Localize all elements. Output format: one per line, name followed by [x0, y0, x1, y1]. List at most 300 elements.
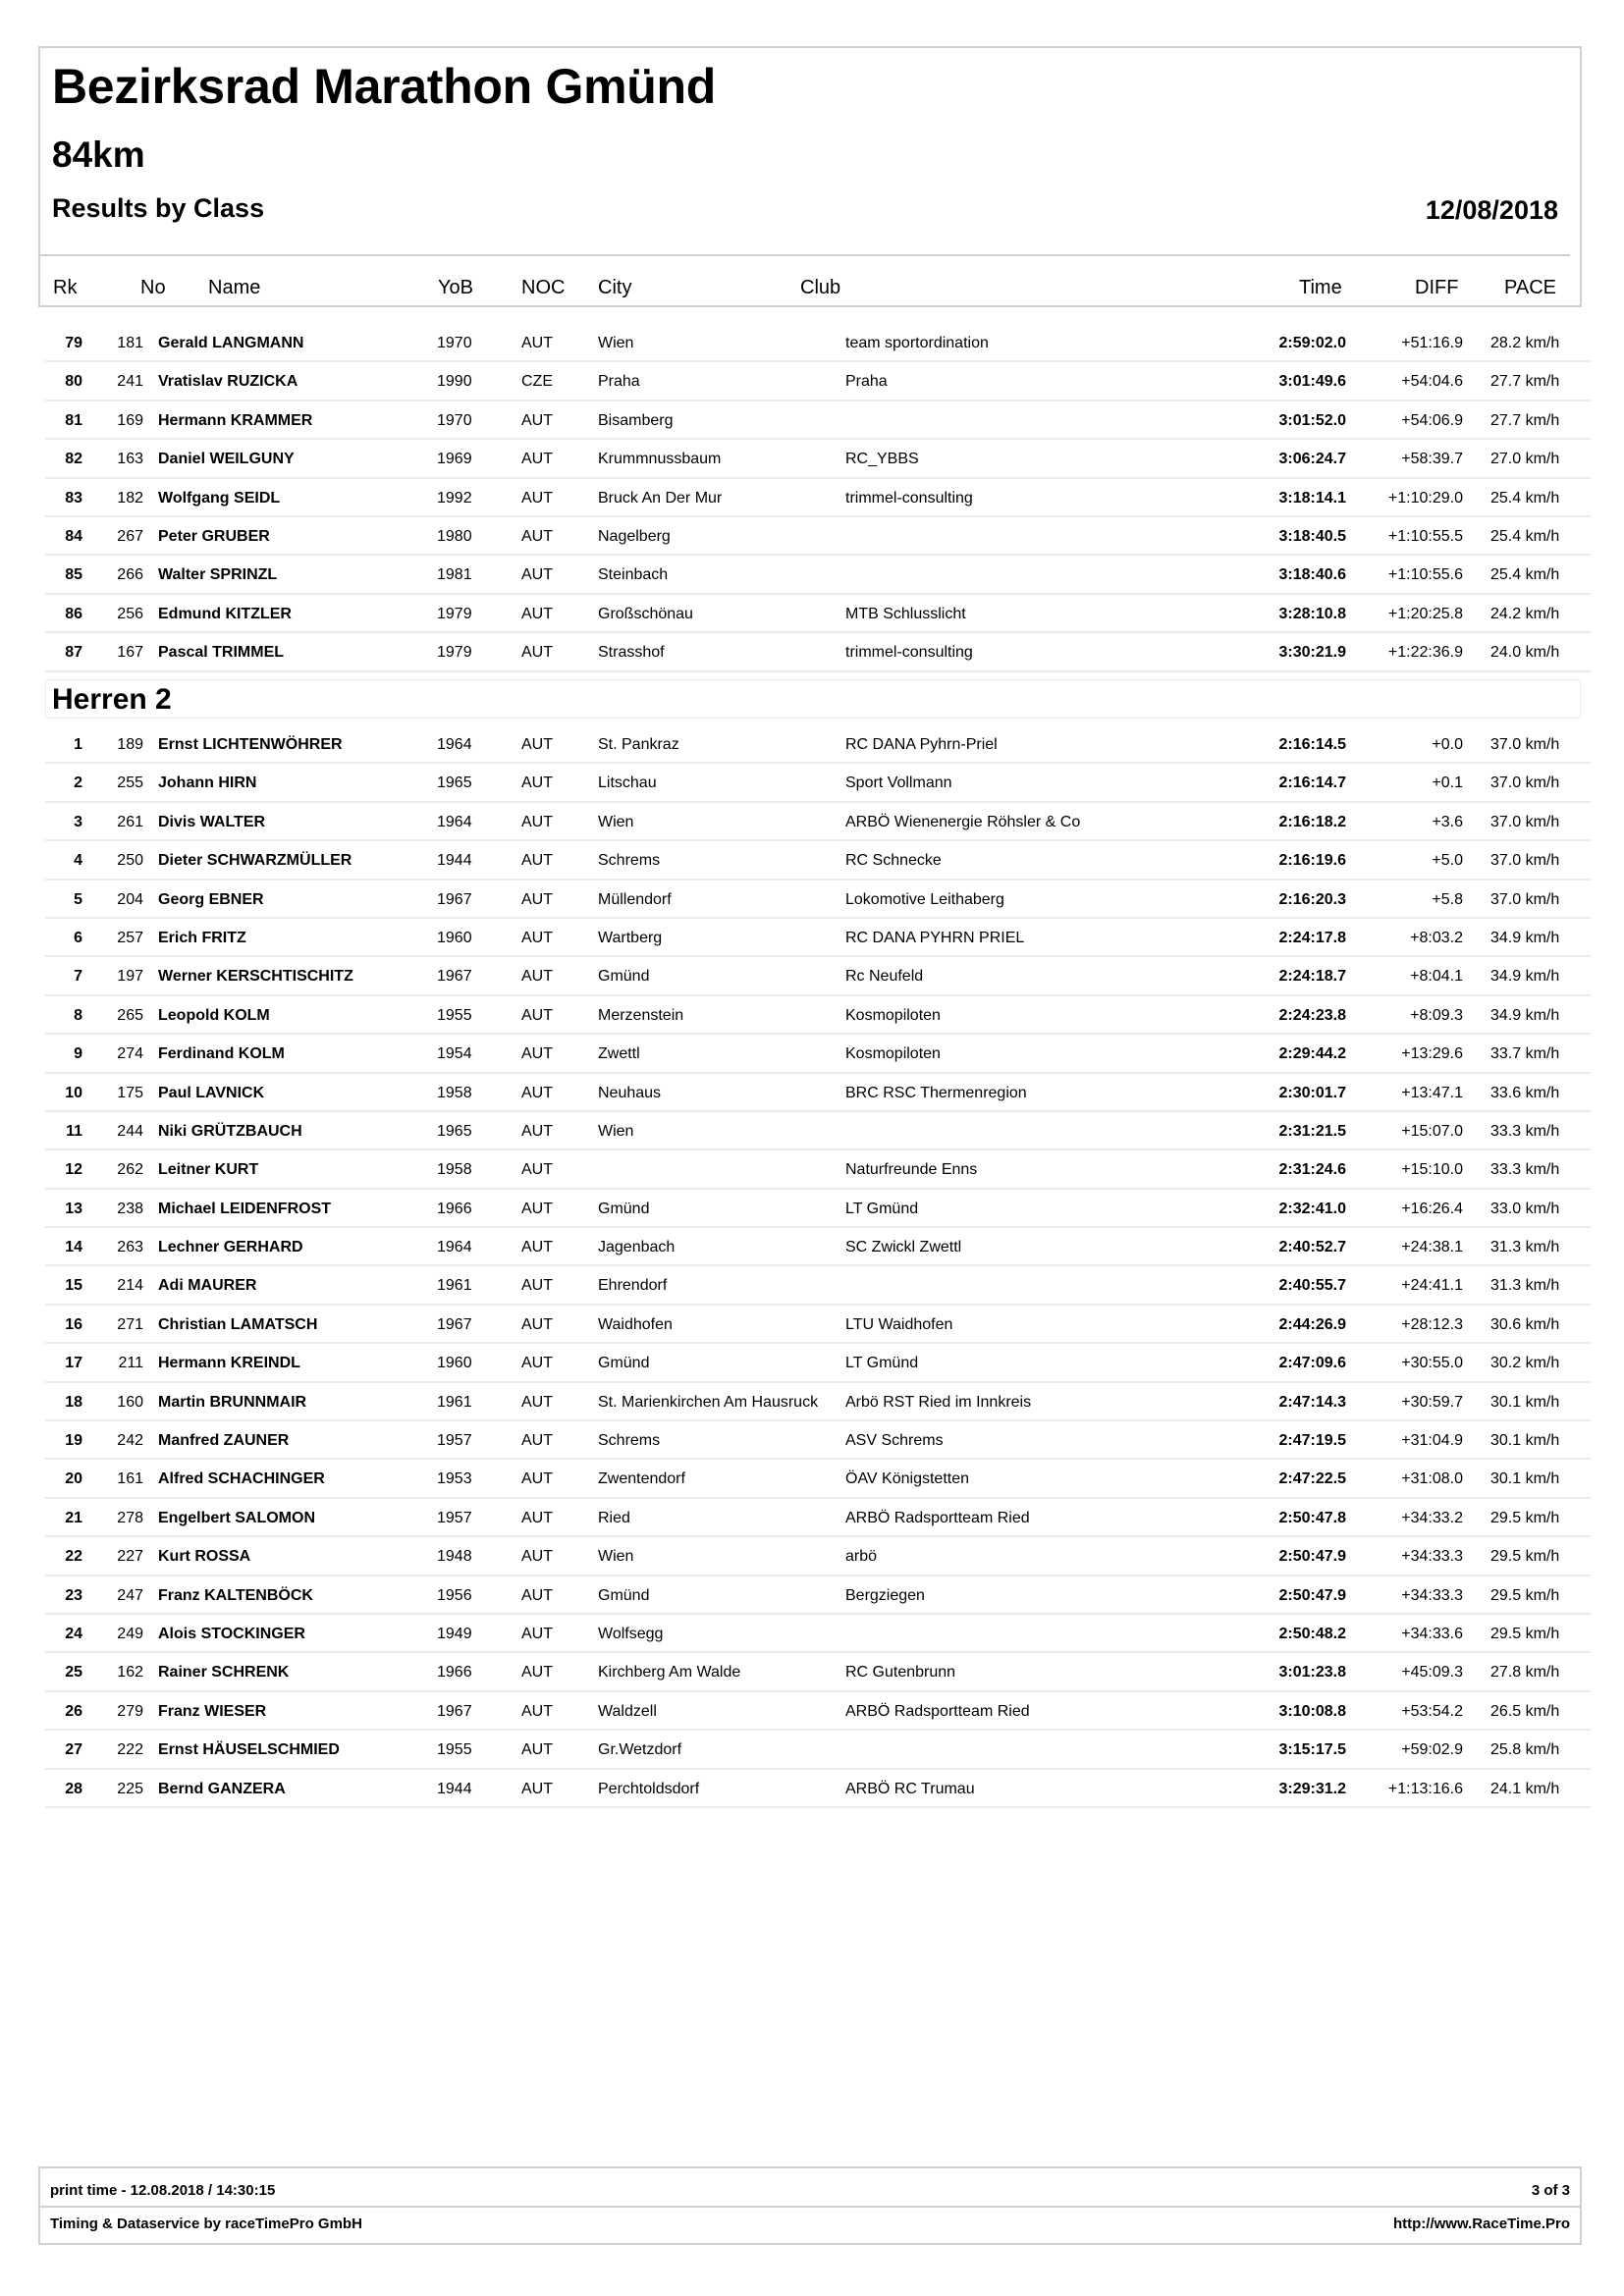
- print-time: print time - 12.08.2018 / 14:30:15: [50, 2182, 276, 2199]
- noc-cell: AUT: [521, 1664, 553, 1682]
- time-cell: 2:59:02.0: [1278, 335, 1346, 351]
- yob-cell: 1958: [437, 1161, 472, 1179]
- city-cell: Praha: [598, 373, 640, 391]
- diff-cell: +15:07.0: [1401, 1122, 1463, 1140]
- time-cell: 2:50:47.9: [1278, 1548, 1346, 1566]
- result-row: [45, 1615, 1591, 1653]
- yob-cell: 1958: [437, 1084, 472, 1101]
- bib-cell: 182: [117, 489, 143, 507]
- city-cell: Wien: [598, 813, 634, 830]
- diff-cell: +1:20:25.8: [1387, 605, 1463, 622]
- pace-cell: 30.1 km/h: [1490, 1432, 1560, 1450]
- col-header-diff: DIFF: [1415, 277, 1459, 298]
- diff-cell: +54:04.6: [1401, 373, 1463, 391]
- result-row: [45, 1074, 1591, 1112]
- club-cell: Lokomotive Leithaberg: [845, 890, 1004, 908]
- time-cell: 2:40:52.7: [1278, 1239, 1346, 1256]
- bib-cell: 181: [117, 335, 143, 351]
- timing-credit: Timing & Dataservice by raceTimePro GmbH: [50, 2216, 362, 2232]
- bib-cell: 214: [117, 1277, 143, 1295]
- result-row: [45, 803, 1591, 841]
- club-cell: Kosmopiloten: [845, 1006, 941, 1024]
- time-cell: 2:44:26.9: [1278, 1315, 1346, 1333]
- pace-cell: 37.0 km/h: [1490, 774, 1560, 792]
- city-cell: Wien: [598, 1548, 634, 1566]
- time-cell: 2:29:44.2: [1278, 1045, 1346, 1063]
- city-cell: Großschönau: [598, 605, 693, 622]
- bib-cell: 262: [117, 1161, 143, 1179]
- noc-cell: AUT: [521, 1509, 553, 1526]
- bib-cell: 257: [117, 929, 143, 946]
- noc-cell: AUT: [521, 644, 553, 662]
- city-cell: Bruck An Der Mur: [598, 489, 723, 507]
- city-cell: Jagenbach: [598, 1239, 676, 1256]
- club-cell: ARBÖ Radsportteam Ried: [845, 1702, 1030, 1720]
- diff-cell: +54:06.9: [1401, 411, 1463, 429]
- result-row: [45, 1421, 1591, 1460]
- name-cell: Franz KALTENBÖCK: [158, 1586, 313, 1604]
- website-link[interactable]: http://www.RaceTime.Pro: [1392, 2216, 1570, 2232]
- diff-cell: +31:04.9: [1401, 1432, 1463, 1450]
- bib-cell: 242: [117, 1432, 143, 1450]
- rank-cell: 3: [74, 813, 82, 830]
- name-cell: Engelbert SALOMON: [158, 1509, 316, 1526]
- noc-cell: AUT: [521, 451, 553, 468]
- noc-cell: AUT: [521, 1355, 553, 1372]
- pace-cell: 34.9 km/h: [1490, 968, 1560, 986]
- rank-cell: 9: [74, 1045, 82, 1063]
- yob-cell: 1944: [437, 852, 472, 870]
- city-cell: Gr.Wetzdorf: [598, 1741, 682, 1759]
- time-cell: 2:50:47.8: [1278, 1509, 1346, 1526]
- yob-cell: 1966: [437, 1200, 472, 1217]
- time-cell: 3:06:24.7: [1278, 451, 1346, 468]
- name-cell: Adi MAURER: [158, 1277, 257, 1295]
- bib-cell: 211: [118, 1355, 143, 1372]
- club-cell: MTB Schlusslicht: [845, 605, 966, 622]
- event-date: 12/08/2018: [1425, 195, 1558, 225]
- club-cell: RC_YBBS: [845, 451, 919, 468]
- rank-cell: 87: [65, 644, 82, 662]
- rank-cell: 85: [65, 566, 82, 584]
- col-header-name: Name: [208, 277, 261, 298]
- bib-cell: 266: [117, 566, 143, 584]
- city-cell: Gmünd: [598, 1355, 650, 1372]
- city-cell: Krummnussbaum: [598, 451, 722, 468]
- club-cell: LT Gmünd: [845, 1200, 919, 1217]
- time-cell: 3:01:52.0: [1278, 411, 1346, 429]
- rank-cell: 4: [74, 852, 82, 870]
- pace-cell: 34.9 km/h: [1490, 1006, 1560, 1024]
- time-cell: 2:16:18.2: [1278, 813, 1346, 830]
- pace-cell: 30.6 km/h: [1490, 1315, 1560, 1333]
- club-cell: SC Zwickl Zwettl: [845, 1239, 962, 1256]
- name-cell: Divis WALTER: [158, 813, 266, 830]
- pace-cell: 27.8 km/h: [1490, 1664, 1560, 1682]
- bib-cell: 163: [117, 451, 143, 468]
- noc-cell: AUT: [521, 1239, 553, 1256]
- pace-cell: 27.7 km/h: [1490, 411, 1560, 429]
- pace-cell: 27.7 km/h: [1490, 373, 1560, 391]
- club-cell: RC DANA Pyhrn-Priel: [845, 736, 998, 753]
- pace-cell: 30.2 km/h: [1490, 1355, 1560, 1372]
- noc-cell: AUT: [521, 335, 553, 351]
- noc-cell: AUT: [521, 1741, 553, 1759]
- result-row: [45, 595, 1591, 633]
- noc-cell: AUT: [521, 411, 553, 429]
- rank-cell: 7: [74, 968, 82, 986]
- noc-cell: AUT: [521, 1084, 553, 1101]
- result-row: [45, 1344, 1591, 1382]
- name-cell: Leitner KURT: [158, 1161, 259, 1179]
- pace-cell: 33.6 km/h: [1490, 1084, 1560, 1101]
- city-cell: Schrems: [598, 852, 661, 870]
- result-row: [45, 764, 1591, 802]
- time-cell: 2:16:20.3: [1278, 890, 1346, 908]
- pace-cell: 26.5 km/h: [1490, 1702, 1560, 1720]
- pace-cell: 24.2 km/h: [1490, 605, 1560, 622]
- name-cell: Ernst LICHTENWÖHRER: [158, 736, 343, 753]
- name-cell: Edmund KITZLER: [158, 605, 292, 622]
- yob-cell: 1965: [437, 774, 472, 792]
- result-row: [45, 1306, 1591, 1344]
- rank-cell: 14: [65, 1239, 82, 1256]
- bib-cell: 279: [117, 1702, 143, 1720]
- bib-cell: 241: [117, 373, 143, 391]
- city-cell: Merzenstein: [598, 1006, 684, 1024]
- result-row: [45, 1112, 1591, 1150]
- result-row: [45, 957, 1591, 995]
- name-cell: Niki GRÜTZBAUCH: [158, 1122, 302, 1140]
- diff-cell: +15:10.0: [1401, 1161, 1463, 1179]
- club-cell: ASV Schrems: [845, 1432, 944, 1450]
- bib-cell: 278: [117, 1509, 143, 1526]
- result-row: [45, 440, 1591, 478]
- yob-cell: 1964: [437, 1239, 472, 1256]
- result-row: [45, 1460, 1591, 1498]
- result-row: [45, 479, 1591, 517]
- result-row: [45, 881, 1591, 919]
- pace-cell: 33.0 km/h: [1490, 1200, 1560, 1217]
- rank-cell: 83: [65, 489, 82, 507]
- time-cell: 3:29:31.2: [1278, 1780, 1346, 1797]
- diff-cell: +8:09.3: [1410, 1006, 1463, 1024]
- name-cell: Paul LAVNICK: [158, 1084, 265, 1101]
- noc-cell: AUT: [521, 1470, 553, 1488]
- previous-class-results: [45, 324, 1591, 672]
- rank-cell: 82: [65, 451, 82, 468]
- diff-cell: +1:22:36.9: [1387, 644, 1463, 662]
- rank-cell: 8: [74, 1006, 82, 1024]
- yob-cell: 1948: [437, 1548, 472, 1566]
- result-row: [45, 362, 1591, 400]
- diff-cell: +34:33.6: [1401, 1625, 1463, 1642]
- name-cell: Erich FRITZ: [158, 929, 246, 946]
- time-cell: 2:47:22.5: [1278, 1470, 1346, 1488]
- rank-cell: 81: [65, 411, 82, 429]
- rank-cell: 5: [74, 890, 82, 908]
- noc-cell: AUT: [521, 1432, 553, 1450]
- col-header-yob: YoB: [438, 277, 473, 298]
- time-cell: 3:10:08.8: [1278, 1702, 1346, 1720]
- noc-cell: AUT: [521, 1548, 553, 1566]
- rank-cell: 27: [65, 1741, 82, 1759]
- name-cell: Kurt ROSSA: [158, 1548, 251, 1566]
- diff-cell: +34:33.2: [1401, 1509, 1463, 1526]
- result-row: [45, 1035, 1591, 1073]
- name-cell: Peter GRUBER: [158, 527, 270, 545]
- result-row: [45, 1383, 1591, 1421]
- herren-2-results: [45, 725, 1591, 1808]
- city-cell: Müllendorf: [598, 890, 672, 908]
- bib-cell: 167: [117, 644, 143, 662]
- bib-cell: 256: [117, 605, 143, 622]
- yob-cell: 1964: [437, 736, 472, 753]
- result-row: [45, 1499, 1591, 1537]
- result-row: [45, 1770, 1591, 1808]
- result-row: [45, 1537, 1591, 1575]
- diff-cell: +1:10:55.5: [1387, 527, 1463, 545]
- club-cell: LTU Waidhofen: [845, 1315, 953, 1333]
- club-cell: RC Gutenbrunn: [845, 1664, 956, 1682]
- rank-cell: 84: [65, 527, 82, 545]
- city-cell: Neuhaus: [598, 1084, 662, 1101]
- pace-cell: 28.2 km/h: [1490, 335, 1560, 351]
- city-cell: Kirchberg Am Walde: [598, 1664, 741, 1682]
- diff-cell: +34:33.3: [1401, 1586, 1463, 1604]
- name-cell: Leopold KOLM: [158, 1006, 270, 1024]
- club-cell: trimmel-consulting: [845, 644, 973, 662]
- diff-cell: +30:55.0: [1401, 1355, 1463, 1372]
- time-cell: 2:47:14.3: [1278, 1393, 1346, 1411]
- yob-cell: 1957: [437, 1432, 472, 1450]
- time-cell: 3:18:40.6: [1278, 566, 1346, 584]
- name-cell: Michael LEIDENFROST: [158, 1200, 332, 1217]
- bib-cell: 189: [117, 736, 143, 753]
- name-cell: Ernst HÄUSELSCHMIED: [158, 1741, 340, 1759]
- time-cell: 2:50:48.2: [1278, 1625, 1346, 1642]
- noc-cell: AUT: [521, 774, 553, 792]
- time-cell: 2:47:09.6: [1278, 1355, 1346, 1372]
- rank-cell: 20: [65, 1470, 82, 1488]
- pace-cell: 25.4 km/h: [1490, 566, 1560, 584]
- diff-cell: +53:54.2: [1401, 1702, 1463, 1720]
- yob-cell: 1960: [437, 1355, 472, 1372]
- bib-cell: 162: [117, 1664, 143, 1682]
- rank-cell: 15: [65, 1277, 82, 1295]
- bib-cell: 161: [117, 1470, 143, 1488]
- diff-cell: +16:26.4: [1401, 1200, 1463, 1217]
- club-cell: RC DANA PYHRN PRIEL: [845, 929, 1025, 946]
- name-cell: Manfred ZAUNER: [158, 1432, 290, 1450]
- bib-cell: 222: [117, 1741, 143, 1759]
- yob-cell: 1967: [437, 968, 472, 986]
- noc-cell: AUT: [521, 968, 553, 986]
- club-cell: Rc Neufeld: [845, 968, 924, 986]
- noc-cell: AUT: [521, 1780, 553, 1797]
- name-cell: Bernd GANZERA: [158, 1780, 286, 1797]
- rank-cell: 79: [65, 335, 82, 351]
- bib-cell: 204: [117, 890, 143, 908]
- pace-cell: 29.5 km/h: [1490, 1625, 1560, 1642]
- noc-cell: AUT: [521, 1393, 553, 1411]
- name-cell: Vratislav RUZICKA: [158, 373, 298, 391]
- pace-cell: 29.5 km/h: [1490, 1586, 1560, 1604]
- city-cell: Ried: [598, 1509, 630, 1526]
- yob-cell: 1953: [437, 1470, 472, 1488]
- col-header-city: City: [598, 277, 632, 298]
- bib-cell: 271: [117, 1315, 143, 1333]
- noc-cell: AUT: [521, 566, 553, 584]
- name-cell: Johann HIRN: [158, 774, 257, 792]
- report-header: [38, 46, 1582, 307]
- bib-cell: 247: [117, 1586, 143, 1604]
- noc-cell: AUT: [521, 813, 553, 830]
- report-footer: [38, 2166, 1582, 2245]
- noc-cell: AUT: [521, 1045, 553, 1063]
- diff-cell: +3.6: [1432, 813, 1463, 830]
- noc-cell: AUT: [521, 1006, 553, 1024]
- yob-cell: 1954: [437, 1045, 472, 1063]
- club-cell: Sport Vollmann: [845, 774, 952, 792]
- result-row: [45, 324, 1591, 362]
- club-cell: ARBÖ Wienenergie Röhsler & Co: [845, 813, 1081, 830]
- pace-cell: 31.3 km/h: [1490, 1277, 1560, 1295]
- yob-cell: 1967: [437, 890, 472, 908]
- noc-cell: AUT: [521, 1277, 553, 1295]
- bib-cell: 274: [117, 1045, 143, 1063]
- club-cell: Bergziegen: [845, 1586, 925, 1604]
- club-cell: arbö: [845, 1548, 878, 1566]
- noc-cell: AUT: [521, 1122, 553, 1140]
- time-cell: 2:30:01.7: [1278, 1084, 1346, 1101]
- rank-cell: 22: [65, 1548, 82, 1566]
- pace-cell: 33.3 km/h: [1490, 1122, 1560, 1140]
- name-cell: Franz WIESER: [158, 1702, 267, 1720]
- noc-cell: AUT: [521, 736, 553, 753]
- time-cell: 3:01:49.6: [1278, 373, 1346, 391]
- noc-cell: AUT: [521, 489, 553, 507]
- diff-cell: +8:04.1: [1410, 968, 1463, 986]
- name-cell: Rainer SCHRENK: [158, 1664, 290, 1682]
- rank-cell: 25: [65, 1664, 82, 1682]
- diff-cell: +34:33.3: [1401, 1548, 1463, 1566]
- name-cell: Christian LAMATSCH: [158, 1315, 318, 1333]
- col-header-time: Time: [1299, 277, 1342, 298]
- yob-cell: 1955: [437, 1741, 472, 1759]
- city-cell: Waidhofen: [598, 1315, 673, 1333]
- yob-cell: 1944: [437, 1780, 472, 1797]
- result-row: [45, 401, 1591, 440]
- name-cell: Alfred SCHACHINGER: [158, 1470, 325, 1488]
- diff-cell: +0.1: [1432, 774, 1463, 792]
- city-cell: Gmünd: [598, 1586, 650, 1604]
- time-cell: 3:15:17.5: [1278, 1741, 1346, 1759]
- pace-cell: 33.3 km/h: [1490, 1161, 1560, 1179]
- result-row: [45, 1576, 1591, 1615]
- result-row: [45, 1228, 1591, 1266]
- result-row: [45, 1150, 1591, 1189]
- noc-cell: AUT: [521, 1625, 553, 1642]
- time-cell: 2:50:47.9: [1278, 1586, 1346, 1604]
- city-cell: St. Pankraz: [598, 736, 679, 753]
- rank-cell: 11: [66, 1122, 82, 1140]
- club-cell: ÖAV Königstetten: [845, 1470, 969, 1488]
- bib-cell: 255: [117, 774, 143, 792]
- city-cell: Waldzell: [598, 1702, 657, 1720]
- result-row: [45, 1692, 1591, 1731]
- yob-cell: 1956: [437, 1586, 472, 1604]
- yob-cell: 1979: [437, 644, 472, 662]
- rank-cell: 6: [74, 929, 82, 946]
- rank-cell: 1: [74, 736, 82, 753]
- yob-cell: 1992: [437, 489, 472, 507]
- city-cell: Ehrendorf: [598, 1277, 668, 1295]
- result-row: [45, 1731, 1591, 1769]
- city-cell: Perchtoldsdorf: [598, 1780, 700, 1797]
- name-cell: Dieter SCHWARZMÜLLER: [158, 852, 352, 870]
- club-cell: Kosmopiloten: [845, 1045, 941, 1063]
- report-subtitle: Results by Class: [52, 193, 265, 223]
- result-row: [45, 633, 1591, 671]
- club-cell: BRC RSC Thermenregion: [845, 1084, 1027, 1101]
- class-section-header: [45, 679, 1581, 719]
- city-cell: Gmünd: [598, 1200, 650, 1217]
- yob-cell: 1980: [437, 527, 472, 545]
- city-cell: Nagelberg: [598, 527, 671, 545]
- time-cell: 2:40:55.7: [1278, 1277, 1346, 1295]
- name-cell: Pascal TRIMMEL: [158, 644, 285, 662]
- noc-cell: AUT: [521, 1315, 553, 1333]
- club-cell: RC Schnecke: [845, 852, 942, 870]
- diff-cell: +45:09.3: [1401, 1664, 1463, 1682]
- club-cell: trimmel-consulting: [845, 489, 973, 507]
- rank-cell: 18: [65, 1393, 82, 1411]
- bib-cell: 227: [117, 1548, 143, 1566]
- name-cell: Werner KERSCHTISCHITZ: [158, 968, 353, 986]
- yob-cell: 1965: [437, 1122, 472, 1140]
- city-cell: Bisamberg: [598, 411, 674, 429]
- pace-cell: 37.0 km/h: [1490, 813, 1560, 830]
- pace-cell: 37.0 km/h: [1490, 852, 1560, 870]
- diff-cell: +13:29.6: [1401, 1045, 1463, 1063]
- result-row: [45, 725, 1591, 764]
- pace-cell: 24.1 km/h: [1490, 1780, 1560, 1797]
- noc-cell: AUT: [521, 929, 553, 946]
- col-header-club: Club: [800, 277, 841, 298]
- header-divider: [40, 254, 1570, 256]
- col-header-noc: NOC: [521, 277, 566, 298]
- pace-cell: 25.4 km/h: [1490, 489, 1560, 507]
- pace-cell: 24.0 km/h: [1490, 644, 1560, 662]
- club-cell: team sportordination: [845, 335, 989, 351]
- diff-cell: +58:39.7: [1401, 451, 1463, 468]
- diff-cell: +24:41.1: [1401, 1277, 1463, 1295]
- time-cell: 2:16:14.7: [1278, 774, 1346, 792]
- city-cell: Wien: [598, 1122, 634, 1140]
- diff-cell: +30:59.7: [1401, 1393, 1463, 1411]
- name-cell: Hermann KRAMMER: [158, 411, 313, 429]
- diff-cell: +51:16.9: [1401, 335, 1463, 351]
- col-header-bib: No: [140, 277, 166, 298]
- yob-cell: 1970: [437, 335, 472, 351]
- diff-cell: +13:47.1: [1401, 1084, 1463, 1101]
- bib-cell: 244: [117, 1122, 143, 1140]
- yob-cell: 1960: [437, 929, 472, 946]
- city-cell: Litschau: [598, 774, 657, 792]
- bib-cell: 250: [117, 852, 143, 870]
- time-cell: 2:31:21.5: [1278, 1122, 1346, 1140]
